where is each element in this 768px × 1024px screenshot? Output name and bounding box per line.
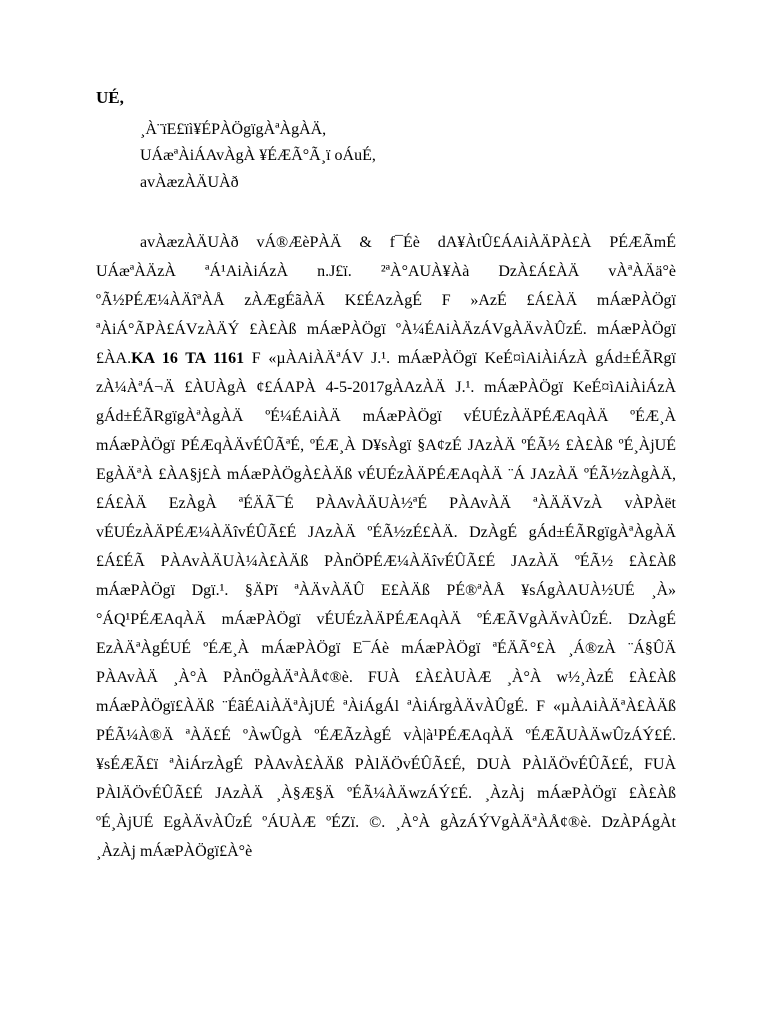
salutation: UÉ, [96, 88, 124, 107]
vehicle-registration-number: KA 16 TA 1161 [131, 350, 245, 367]
body-text-part-1: avÀæzÀÄUÀð vÁ®ÆèPÀÄ & f¯Éè dA¥ÀtÛ£ÁAiÀÄPÀ£À PÉÆÃmÉ UÁæªÀÄzÀ ªÁ¹AiÀiÁzÀ n.J£ï. ²ªÀ°AUÀ¥Àà DzÀ£Á£ÀÄ vÀªÀÄä°è ºÃ½PÉÆ¼ÀÄîªÀÅ zÀÆgÉãÀÄ K£ÉAzÀgÉ F »AzÉ £Á£ÀÄ mÁæPÀÖgï ªÀiÁ°ÃPÀ£ÁVzÀÄÝ £À£Àß mÁæPÀÖgï ºÀ¼ÉAiÀÄzÁVgÀÄvÀÛzÉ. mÁæPÀÖgï £ÀA. [96, 234, 676, 367]
body-paragraph [96, 228, 676, 866]
address-line-1: ¸À¨ïE£ïì¥ÉPÀÖgïgÀªÀgÀÄ, [140, 121, 327, 138]
address-line-2: UÁæªÀiÁAvÀgÀ ¥ÉÆÃ°Ã¸ï oÁuÉ, [140, 147, 376, 164]
body-text-part-2: F «µÀAiÀÄªÁV J.¹. mÁæPÀÖgï KeÉ¤ìAiÀiÁzÀ gÁd±ÉÃRgï zÀ¼ÀªÁ¬Ä £ÀUÀgÀ ¢£ÁAPÀ 4-5-2017gÀAzÀÄ J.¹. mÁæPÀÖgï KeÉ¤ìAiÀiÁzÀ gÁd±ÉÃRgïgÀªÀgÀÄ ºÉ¼ÉAiÀÄ mÁæPÀÖgï vÉUÉzÀÄPÉÆAqÀÄ ºÉÆ¸À mÁæPÀÖgï PÉÆqÀÄvÉÛÃªÉ, ºÉÆ¸À D¥sÀgï §A¢zÉ JAzÀÄ ºÉÃ½ £À£Àß ºÉ¸ÀjUÉ EgÀÄªÀ £ÀA§j£À mÁæPÀÖgÀ£ÀÄß vÉUÉzÀÄPÉÆAqÀÄ ¨Á JAzÀÄ ºÉÃ½zÀgÀÄ, £Á£ÀÄ EzÀgÀ ªÉÄÃ¯É PÀAvÀÄUÀ½ªÉ PÀAvÀÄ ªÀÄÄVzÀ vÀPÀët vÉUÉzÀÄPÉÆ¼ÀÄîvÉÛÃ£É JAzÀÄ ºÉÃ½zÉ£ÀÄ. DzÀgÉ gÁd±ÉÃRgïgÀªÀgÀÄ £Á£ÉÃ PÀAvÀÄUÀ¼À£ÀÄß PÀnÖPÉÆ¼ÀÄîvÉÛÃ£É JAzÀÄ ºÉÃ½ £À£Àß mÁæPÀÖgï Dgï.¹. §ÄPï ªÀÄvÀÄÛ E£ÀÄß PÉ®ªÀÅ ¥sÁgÀAUÀ½UÉ ¸À» °ÁQ¹PÉÆAqÀÄ mÁæPÀÖgï vÉUÉzÀÄPÉÆAqÀÄ ºÉÆÃVgÀÄvÀÛzÉ. DzÀgÉ EzÀÄªÀgÉUÉ ºÉÆ¸À mÁæPÀÖgï E¯Áè mÁæPÀÖgï ªÉÄÃ°£À ¸Á®zÀ ¨Á§ÛÄ PÀAvÀÄ ¸À°À PÀnÖgÀÄªÀÅ¢®è. FUÀ £À£ÀUÀÆ ¸À°À w½¸ÀzÉ £À£Àß mÁæPÀÖgï£ÀÄß ¨ÉãÉAiÀÄªÀjUÉ ªÀiÁgÁl ªÀiÁrgÀÄvÀÛgÉ. F «µÀAiÀÄªÀ£ÀÄß PÉÃ¼À®Ä ªÀÄ£É ºÀwÛgÀ ºÉÆÃzÀgÉ vÀ|à¹PÉÆAqÀÄ ºÉÆÃUÀÄwÛzÁÝ£É. ¥sÉÆÃ£ï ªÀiÁrzÀgÉ PÀAvÀ£ÀÄß PÀlÄÖvÉÛÃ£É, DUÀ PÀlÄÖvÉÛÃ£É, FUÀ PÀlÄÖvÉÛÃ£É JAzÀÄ ¸À§Æ§Ä ºÉÃ¼ÀÄwzÁÝ£É. ¸ÀzÀj mÁæPÀÖgï £À£Àß ºÉ¸ÀjUÉ EgÀÄvÀÛzÉ ºÁUÀÆ ºÉZï. ©. ¸À°À gÀzÁÝVgÀÄªÀÅ¢®è. DzÀPÁgÀt ¸ÀzÀj mÁæPÀÖgï£À°è [96, 350, 677, 860]
address-line-3: avÀæzÀÄUÀð [140, 174, 239, 191]
